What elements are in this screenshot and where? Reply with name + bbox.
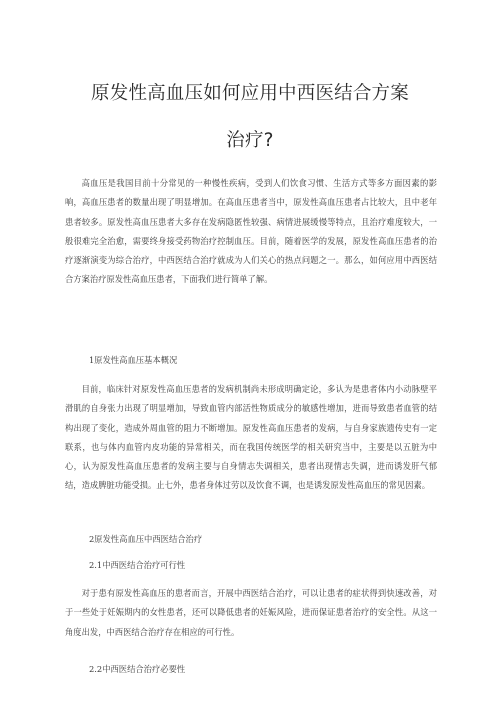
section-2-2-heading: 2.2中西医结合治疗必要性 <box>89 664 186 674</box>
intro-paragraph: 高血压是我国目前十分常见的一种慢性疾病，受到人们饮食习惯、生活方式等多方面因素的影响，高血压患者的数量出现了明显增加。在高血压患者当中，原发性高血压患者占比较大，且中老年患者较多。原发性高血压患者大多存在发病隐匿性较强、病情进展缓慢等特点，且治疗难度较大，一般很难完全治愈，需要终身接受药物治疗控制血压。目前，随着医学的发展，原发性高血压患者的治疗逐渐演变为综合治疗，中西医结合治疗就成为人们关心的热点问题之一。那么，如何应用中西医结合方案治疗原发性高血压患者，下面我们进行简单了解。 <box>65 178 437 285</box>
section-1-paragraph: 目前，临床针对原发性高血压患者的发病机制尚未形成明确定论，多认为是患者体内小动脉壁平滑肌的自身张力出现了明显增加，导致血管内部活性物质成分的敏感性增加，进而导致患者血管的结构出现了变化，造成外周血管的阻力不断增加。原发性高血压患者的发病，与自身家族遗传史有一定联系，也与体内血管内皮功能的异常相关，而在我国传统医学的相关研究当中，主要是以五脏为中心，认为原发性高血压患者的发病主要与自身情志失调相关，患者出现情志失调，进而诱发肝气郁结，造成脾脏功能受损。止七外，患者身体过劳以及饮食不调，也是诱发原发性高血压的常见因素。 <box>65 384 437 491</box>
section-2-1-heading: 2.1中西医结合治疗可行性 <box>89 560 186 570</box>
document-title-line1: 原发性高血压如何应用中西医结合方案 <box>91 83 409 104</box>
section-2-heading: 2原发性高血压中西医结合治疗 <box>89 534 203 544</box>
section-1-heading: 1原发性高血压基本概况 <box>89 355 178 365</box>
section-2-1-paragraph: 对于患有原发性高血压的患者而言，开展中西医结合治疗，可以让患者的症状得到快速改善，对于一些处于妊娠期内的女性患者，还可以降低患者的妊娠风险，进而保证患者治疗的安全性。从这一角度出发，中西医结合治疗存在相应的可行性。 <box>65 588 437 637</box>
document-title-line2: 治疗? <box>226 130 274 151</box>
